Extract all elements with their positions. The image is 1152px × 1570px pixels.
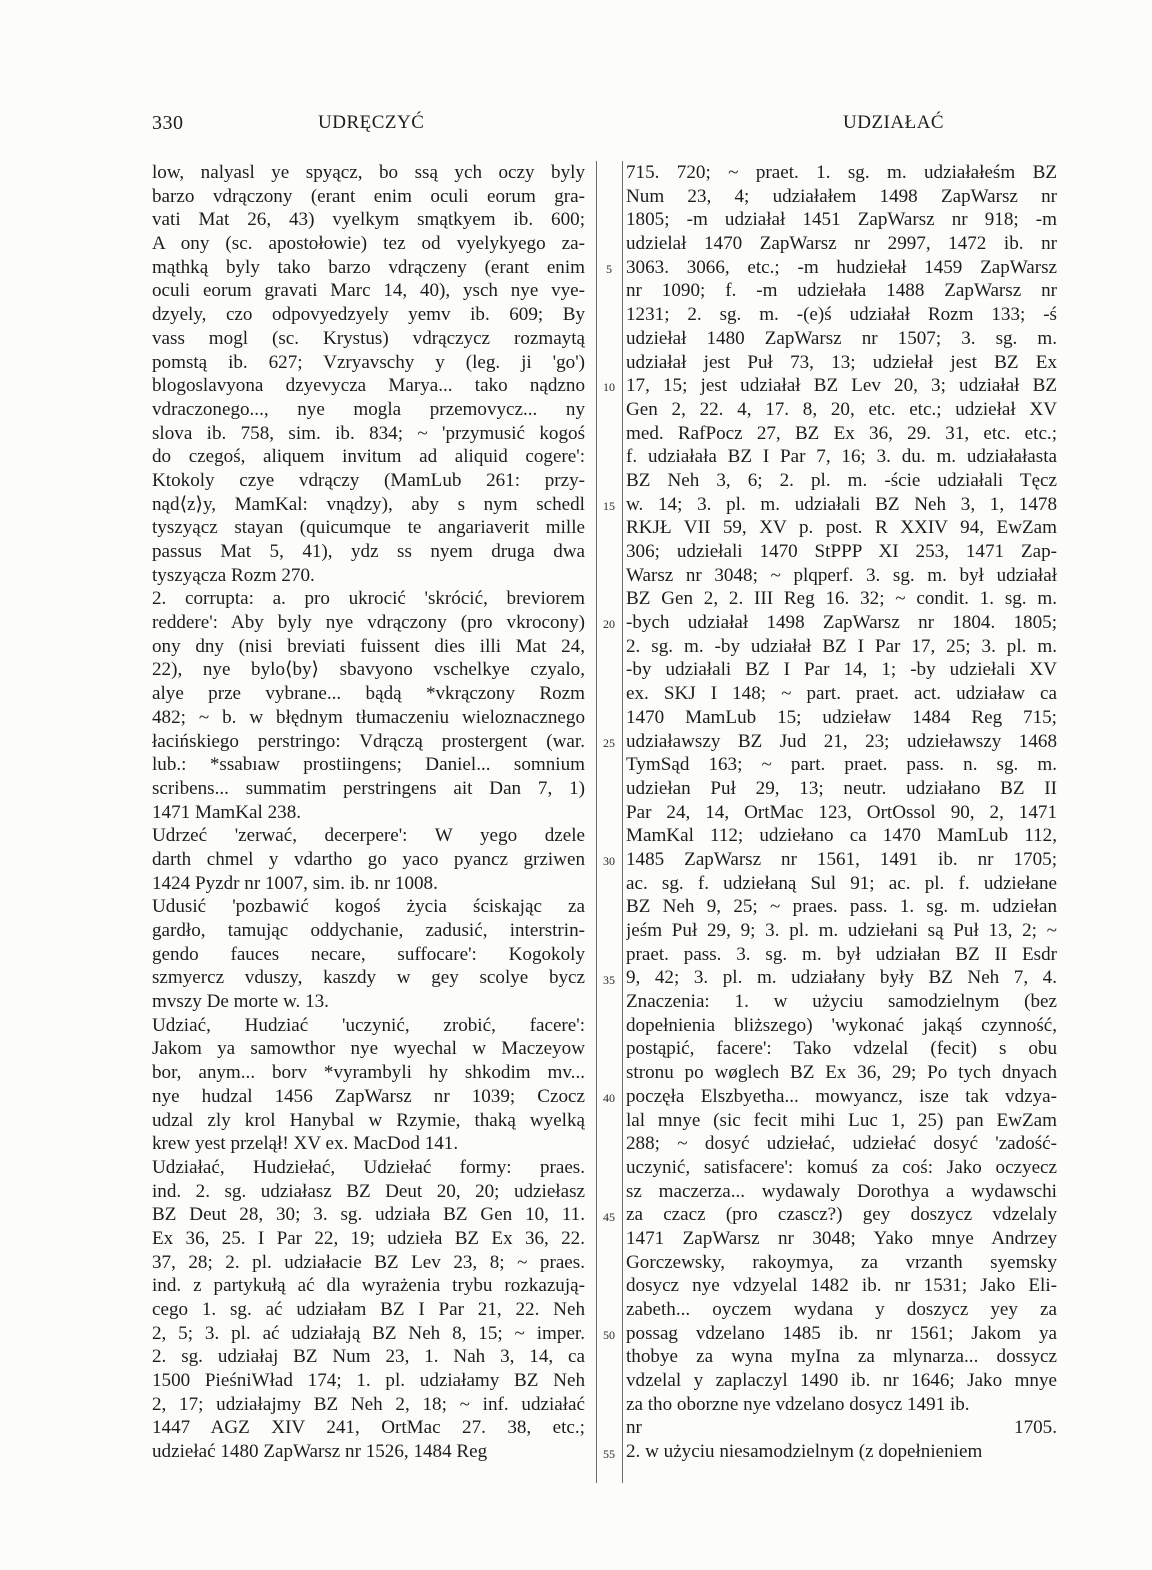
left-column-line: Jakom ya samowthor nye wyechal w Maczeyow [152, 1038, 585, 1060]
line-number: 50 [603, 1328, 615, 1343]
left-column-line: 1500 PieśniWład 174; 1. pl. udziałamy BZ Neh [152, 1370, 585, 1392]
left-column-line: nąd⟨z⟩y, MamKal: vnądzy), aby s nym schedl [152, 493, 585, 515]
right-column-line: 9, 42; 3. pl. m. udziałany były BZ Neh 7, 4. [626, 967, 1057, 989]
right-column-line: Par 24, 14, OrtMac 123, OrtOssol 90, 2, 1471 [626, 801, 1057, 823]
right-column-line: 1485 ZapWarsz nr 1561, 1491 ib. nr 1705; [626, 848, 1057, 870]
right-column-line: -by udziałali BZ I Par 14, 1; -by udziełali XV [626, 659, 1057, 681]
left-column-line: Udrzeć 'zerwać, decerpere': W yego dzele [152, 825, 585, 847]
right-column-line: nr 1090; f. -m udziełała 1488 ZapWarsz nr [626, 280, 1057, 302]
right-column-line: 288; ~ dosyć udziełać, udziełać dosyć 'zadość- [626, 1133, 1057, 1155]
left-column-line: Udziałać, Hudziełać, Udziełać formy: praes. [152, 1156, 585, 1178]
left-column-line: 1471 MamKal 238. [152, 801, 302, 823]
left-column-line: slova ib. 758, sim. ib. 834; ~ 'przymusić kogoś [152, 422, 585, 444]
left-column-line: vati Mat 26, 43) vyelkym smątkyem ib. 600; [152, 209, 585, 231]
right-column-line: ac. sg. f. udziełaną Sul 91; ac. pl. f. udziełane [626, 872, 1057, 894]
line-number: 35 [603, 972, 615, 987]
line-number: 10 [603, 380, 615, 395]
right-column-line: praet. pass. 3. sg. m. był udziałan BZ II Esdr [626, 943, 1057, 965]
left-column-line: krew yest przelął! XV ex. MacDod 141. [152, 1133, 459, 1155]
right-column-line: Warsz nr 3048; ~ plqperf. 3. sg. m. był udziałał [626, 564, 1057, 586]
left-column-line: 2. sg. udziałaj BZ Num 23, 1. Nah 3, 14, ca [152, 1346, 585, 1368]
left-column-line: nye hudzal 1456 ZapWarsz nr 1039; Czocz [152, 1085, 585, 1107]
right-column-line: ex. SKJ I 148; ~ part. praet. act. udziaław ca [626, 683, 1057, 705]
left-column-line: udziełać 1480 ZapWarsz nr 1526, 1484 Reg [152, 1441, 488, 1463]
right-column-line: dosycz nye vdzyelal 1482 ib. nr 1531; Jako Eli- [626, 1275, 1057, 1297]
left-column-line: gardło, tamując oddychanie, zadusić, interstrin- [152, 920, 585, 941]
right-column-line: BZ Neh 3, 6; 2. pl. m. -ście udziałali Tęcz [626, 469, 1057, 491]
right-column-line: w. 14; 3. pl. m. udziałali BZ Neh 3, 1, 1478 [626, 493, 1057, 515]
right-column-line: thobye za wyna myIna za mlynarza... dossycz [626, 1346, 1057, 1368]
line-number: 25 [603, 735, 615, 750]
right-column-line: 1470 MamLub 15; udzieław 1484 Reg 715; [626, 706, 1057, 728]
right-column-line: 17, 15; jest udziałał BZ Lev 20, 3; udziałał BZ [626, 375, 1057, 397]
right-column-line: Gen 2, 22. 4, 17. 8, 20, etc. etc.; udziełał XV [626, 398, 1057, 420]
left-column-line: barzo vdrączony (erant enim oculi eorum gra- [152, 185, 585, 207]
right-column-line: stronu po wøglech BZ Ex 36, 29; Po tych dnyach [626, 1062, 1057, 1084]
right-column-line: -bych udziałał 1498 ZapWarsz nr 1804. 1805; [626, 612, 1057, 634]
left-column-line: pomstą ib. 627; Vzryavschy y (leg. ji 'go') [152, 351, 585, 373]
right-column-line: udziełan Puł 29, 13; neutr. udziałano BZ II [626, 777, 1057, 799]
left-column-line: 2, 5; 3. pl. ać udziałają BZ Neh 8, 15; ~ imper. [152, 1322, 585, 1344]
right-column-line: zabeth... oyczem wydana y doszycz yey za [626, 1299, 1057, 1320]
right-column-line: possag vdzelano 1485 ib. nr 1561; Jakom ya [626, 1322, 1057, 1344]
right-column-line: f. udziałała BZ I Par 7, 16; 3. du. m. udziałałasta [626, 446, 1057, 468]
line-number: 20 [603, 617, 615, 632]
right-column-line: uczynić, satisfacere': komuś za coś: Jako oczyecz [626, 1156, 1057, 1178]
left-column-line: mąthką byly tako barzo vdrączeny (erant enim [152, 256, 585, 278]
left-column-line: tyszyącza Rozm 270. [152, 564, 315, 586]
left-column-line: ony dny (nisi breviati fuissent dies illi Mat 24, [152, 635, 585, 657]
line-number: 30 [603, 854, 615, 869]
column-rule-right [622, 161, 623, 1483]
left-column-line: Udziać, Hudziać 'uczynić, zrobić, facere': [152, 1014, 585, 1036]
right-column-line: sz maczerza... wydawaly Dorothya a wydawschi [626, 1180, 1057, 1202]
left-column-line: oculi eorum gravati Marc 14, 40), ysch nye vye- [152, 280, 585, 302]
right-column-line: udziaławszy BZ Jud 21, 23; udzieławszy 1468 [626, 730, 1057, 752]
left-column-line: alye prze vybrane... bądą *vkrączony Rozm [152, 683, 585, 705]
right-column-line: 715. 720; ~ praet. 1. sg. m. udziałałeśm BZ [626, 162, 1057, 183]
left-running-headword: UDRĘCZYĆ [318, 112, 425, 133]
right-column-line: 306; udziełali 1470 StPPP XI 253, 1471 Zap- [626, 541, 1057, 562]
left-column-line: bor, anym... borv *vyrambyli hy shkodim mv... [152, 1062, 585, 1084]
column-rule-left [596, 161, 597, 1483]
right-column-line: RKJŁ VII 59, XV p. post. R XXIV 94, EwZam [626, 517, 1057, 539]
left-column-line: scribens... summatim perstringens ait Dan 7, 1) [152, 777, 585, 799]
right-text-column [626, 161, 1057, 1464]
left-column-line: 22), nye bylo⟨by⟩ sbavyono vschelkye czyalo, [152, 659, 585, 681]
left-column-line: ind. 2. sg. udziałasz BZ Deut 20, 20; udziełasz [152, 1180, 585, 1202]
left-column-line: udzal zly krol Hanybal w Rzymie, thaką wyelką [152, 1109, 585, 1131]
left-column-line: Ex 36, 25. I Par 22, 19; udzieła BZ Ex 36, 22. [152, 1227, 585, 1249]
right-column-line: med. RafPocz 27, BZ Ex 36, 29. 31, etc. etc.; [626, 422, 1057, 444]
left-column-line: 482; ~ b. w błędnym tłumaczeniu wieloznacznego [152, 706, 585, 728]
right-running-headword: UDZIAŁAĆ [843, 112, 945, 133]
page-number: 330 [152, 112, 184, 134]
right-column-line: 1471 ZapWarsz nr 3048; Yako mnye Andrzey [626, 1227, 1057, 1249]
right-column-line: udziełał 1480 ZapWarsz nr 1507; 3. sg. m. [626, 327, 1057, 349]
left-column-line: blogoslavyona dzyevycza Marya... tako nądzno [152, 375, 585, 397]
right-column-line: vdzelal y zaplaczyl 1490 ib. nr 1646; Jako mnye [626, 1370, 1057, 1392]
right-column-line: udzielał 1470 ZapWarsz nr 2997, 1472 ib. nr [626, 233, 1057, 255]
line-number: 5 [606, 261, 612, 276]
left-column-line: lub.: *ssabıaw prostiingens; Daniel... somnium [152, 754, 585, 776]
right-column-line: jeśm Puł 29, 9; 3. pl. m. udziełani są Puł 13, 2; ~ [626, 920, 1057, 941]
left-column-line: 1447 AGZ XIV 241, OrtMac 27. 38, etc.; [152, 1417, 585, 1439]
right-column-line: TymSąd 163; ~ part. praet. pass. n. sg. m. [626, 754, 1057, 776]
left-column-line: do czegoś, aliquem invitum ad aliquid cogere': [152, 446, 585, 468]
left-column-line: cego 1. sg. ać udziałam BZ I Par 21, 22. Neh [152, 1299, 585, 1320]
left-text-column [152, 161, 585, 1464]
left-column-line: 2, 17; udziałajmy BZ Neh 2, 18; ~ inf. udziałać [152, 1393, 585, 1415]
left-column-line: 1424 Pyzdr nr 1007, sim. ib. nr 1008. [152, 872, 438, 894]
right-column-line: 1805; -m udziałał 1451 ZapWarsz nr 918; -m [626, 209, 1057, 231]
left-column-line: BZ Deut 28, 30; 3. sg. udziała BZ Gen 10, 11. [152, 1204, 585, 1226]
left-column-line: 37, 28; 2. pl. udziałacie BZ Lev 23, 8; ~ praes. [152, 1251, 585, 1273]
right-column-line: 1231; 2. sg. m. -(e)ś udziałał Rozm 133; -ś [626, 304, 1057, 326]
right-column-line: lal mnye (sic fecit mihi Luc 1, 25) pan EwZam [626, 1109, 1057, 1131]
left-column-line: vass mogl (sc. Krystus) vdrączycz rozmaytą [152, 327, 585, 349]
right-column-line: nr 1705. [626, 1417, 1057, 1439]
left-column-line: Ktokoly czye vdrączy (MamLub 261: przy- [152, 469, 585, 491]
right-column-line: 2. sg. m. -by udziałał BZ I Par 17, 25; 3. pl. m. [626, 635, 1057, 657]
right-column-line: MamKal 112; udziełano ca 1470 MamLub 112, [626, 825, 1057, 847]
page-header [0, 112, 1152, 142]
right-column-line: 2. w użyciu niesamodzielnym (z dopełnieniem [626, 1441, 983, 1463]
left-column-line: ind. z partykułą ać dla wyrażenia trybu rozkazują- [152, 1275, 585, 1297]
left-column-line: szmyercz vduszy, kaszdy w gey scolye bycz [152, 967, 585, 989]
left-column-line: łacińskiego perstringo: Vdrączą prostergent (war. [152, 730, 585, 752]
line-number: 55 [603, 1446, 615, 1461]
right-column-line: poczęła Elszbyetha... mowyancz, isze tak vdzya- [626, 1085, 1057, 1107]
left-column-line: vdraczonego..., nye mogla przemovycz... ny [152, 398, 585, 420]
right-column-line: za czacz (pro czascz?) gey doszycz vdzelaly [626, 1204, 1057, 1226]
left-column-line: tyszyącz stayan (quicumque te angariaverit mille [152, 517, 585, 539]
right-column-line: Num 23, 4; udziałałem 1498 ZapWarsz nr [626, 185, 1057, 207]
right-column-line: udziałał jest Puł 73, 13; udziełał jest BZ Ex [626, 351, 1057, 373]
left-column-line: gendo fauces necare, suffocare': Kogokoly [152, 943, 585, 965]
left-column-line: mvszy De morte w. 13. [152, 991, 329, 1013]
left-column-line: dzyely, czo odpovyedzyely yemv ib. 609; By [152, 304, 585, 326]
right-column-line: Znaczenia: 1. w użyciu samodzielnym (bez [626, 991, 1057, 1013]
left-column-line: low, nalyasl ye spyącz, bo ssą ych oczy byly [152, 162, 585, 183]
left-column-line: darth chmel y vdartho go yaco pyancz grziwen [152, 848, 585, 870]
right-column-line: za tho oborzne nye vdzelano dosycz 1491 ib. [626, 1393, 970, 1415]
right-column-line: dopełnienia bliższego) 'wykonać jakąś czynność, [626, 1014, 1057, 1036]
left-column-line: passus Mat 5, 41), ydz ss nyem druga dwa [152, 541, 585, 562]
right-column-line: Gorczewsky, rakoymya, za vrzanth syemsky [626, 1251, 1057, 1273]
line-number: 15 [603, 498, 615, 513]
line-number: 40 [603, 1091, 615, 1106]
right-column-line: BZ Neh 9, 25; ~ praes. pass. 1. sg. m. udziełan [626, 896, 1057, 918]
line-number: 45 [603, 1209, 615, 1224]
left-column-line: Udusić 'pozbawić kogoś życia ściskając za [152, 896, 585, 918]
right-column-line: 3063. 3066, etc.; -m hudziełał 1459 ZapWarsz [626, 256, 1057, 278]
left-column-line: reddere': Aby byly nye vdrączony (pro vkrocony) [152, 612, 585, 634]
left-column-line: 2. corrupta: a. pro ukrocić 'skrócić, breviorem [152, 588, 585, 610]
right-column-line: postąpić, facere': Tako vdzelal (fecit) s obu [626, 1038, 1057, 1060]
right-column-line: BZ Gen 2, 2. III Reg 16. 32; ~ condit. 1. sg. m. [626, 588, 1057, 610]
left-column-line: A ony (sc. apostołowie) tez od vyelykyego za- [152, 233, 585, 255]
